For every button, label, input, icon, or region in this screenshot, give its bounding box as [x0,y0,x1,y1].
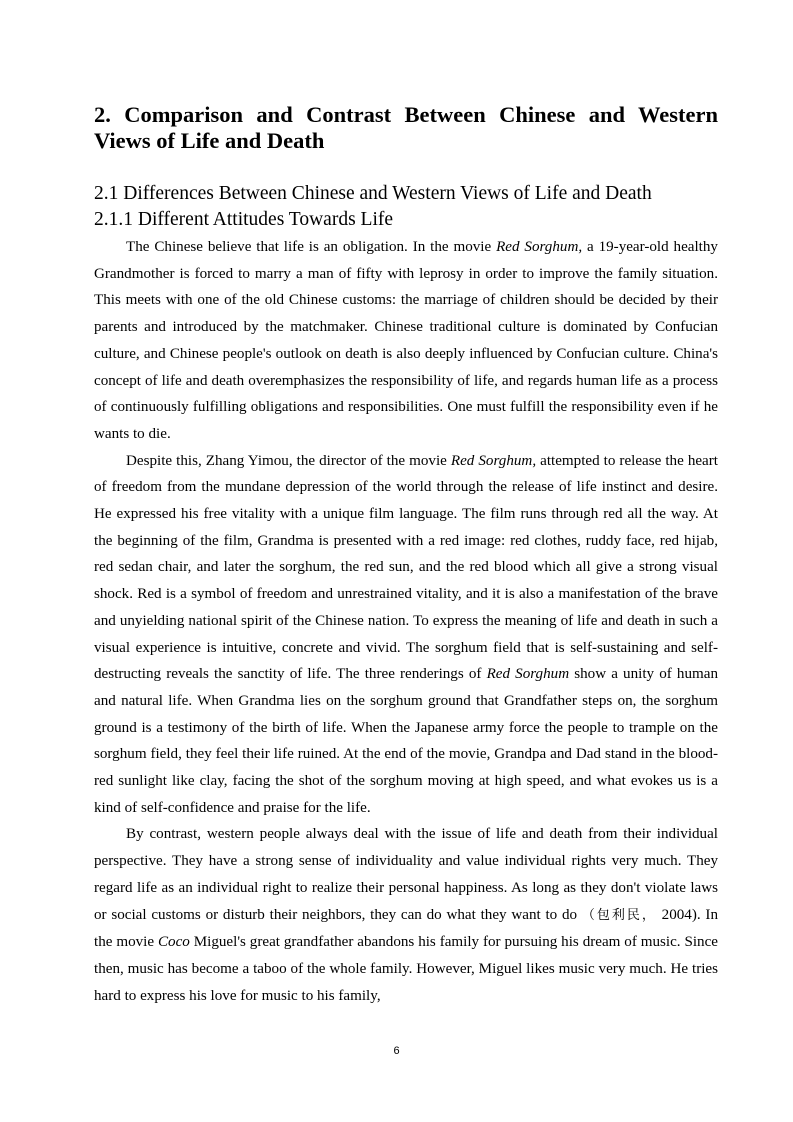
film-title-red-sorghum: Red Sorghum, [450,452,537,469]
film-title-red-sorghum: Red Sorghum, [496,239,583,255]
paragraph-2-text-c: show a unity of human and natural life. When Grandma lies on the sorghum ground that Grandfather steps on, the sorghum ground is a testimony of the birth of life. When the Japanese army force the people to trample on the sorghum field, they feel their life ruined. At the end of the movie, Grandpa and Dad stand in the blood-red sunlight like clay, facing the shot of the sorghum moving at high speed, and what evokes us is a kind of self-confidence and praise for the life. [94,666,718,816]
paragraph-3-text-c: Miguel's great grandfather abandons his family for pursuing his dream of music. Since then, music has become a taboo of the whole family. However, Miguel likes music very much. He tries hard to express his love for music to his family, [94,934,718,1004]
chapter-title: 2. Comparison and Contrast Between Chinese and Western Views of Life and Death [94,102,718,153]
section-heading: 2.1 Differences Between Chinese and Western Views of Life and Death [94,183,652,204]
subsection-heading: 2.1.1 Different Attitudes Towards Life [94,209,394,230]
paragraph-3 [94,821,718,1009]
text-column [94,102,718,1009]
paragraph-3-text-b: . In the movie [94,906,718,951]
paragraph-1 [94,234,718,448]
paragraph-3-text-a: By contrast, western people always deal with the issue of life and death from their individual perspective. They have a strong sense of individuality and value individual rights very much. They regard life as an individual right to realize their personal happiness. As long as they don't violate laws or social customs or disturb their neighbors, they can do what they want to do [94,826,718,923]
body-text [94,234,718,1009]
paragraph-2-text-a: Despite this, Zhang Yimou, the director of the movie [126,452,451,469]
citation-year: 2004) [656,906,697,923]
page-number: 6 [393,1045,400,1057]
paragraph-1-text-b: a 19-year-old healthy Grandmother is forced to marry a man of fifty with leprosy in order to improve the family situation. This meets with one of the old Chinese customs: the marriage of children should be decided by their parents and introduced by the matchmaker. Chinese traditional culture is dominated by Confucian culture, and Chinese people's outlook on death is also deeply influenced by Confucian culture. China's concept of life and death overemphasizes the responsibility of life, and regards human life as a process of continuously fulfilling obligations and responsibilities. One must fulfill the responsibility even if he wants to die. [94,239,718,442]
paragraph-2-text-b: attempted to release the heart of freedom from the mundane depression of the world through the release of life instinct and desire. He expressed his free vitality with a unique film language. The film runs through red all the way. At the beginning of the film, Grandma is presented with a red image: red clothes, ruddy face, red hijab, red sedan chair, and later the sorghum, the red sun, and the red blood which all give a strong visual shock. Red is a symbol of freedom and unrestrained vitality, and it is also a manifestation of the brave and unyielding national spirit of the Chinese nation. To express the meaning of life and death in such a visual experience is intuitive, concrete and vivid. The sorghum field that is self-sustaining and self-destructing reveals the sanctity of life. The three renderings of [94,452,718,683]
paragraph-2 [94,448,718,822]
film-title-red-sorghum: Red Sorghum [486,666,570,683]
paragraph-1-text-a: The Chinese believe that life is an obligation. In the movie [126,239,497,255]
citation-author: （包利民， [581,907,657,923]
film-title-coco: Coco [157,934,190,951]
